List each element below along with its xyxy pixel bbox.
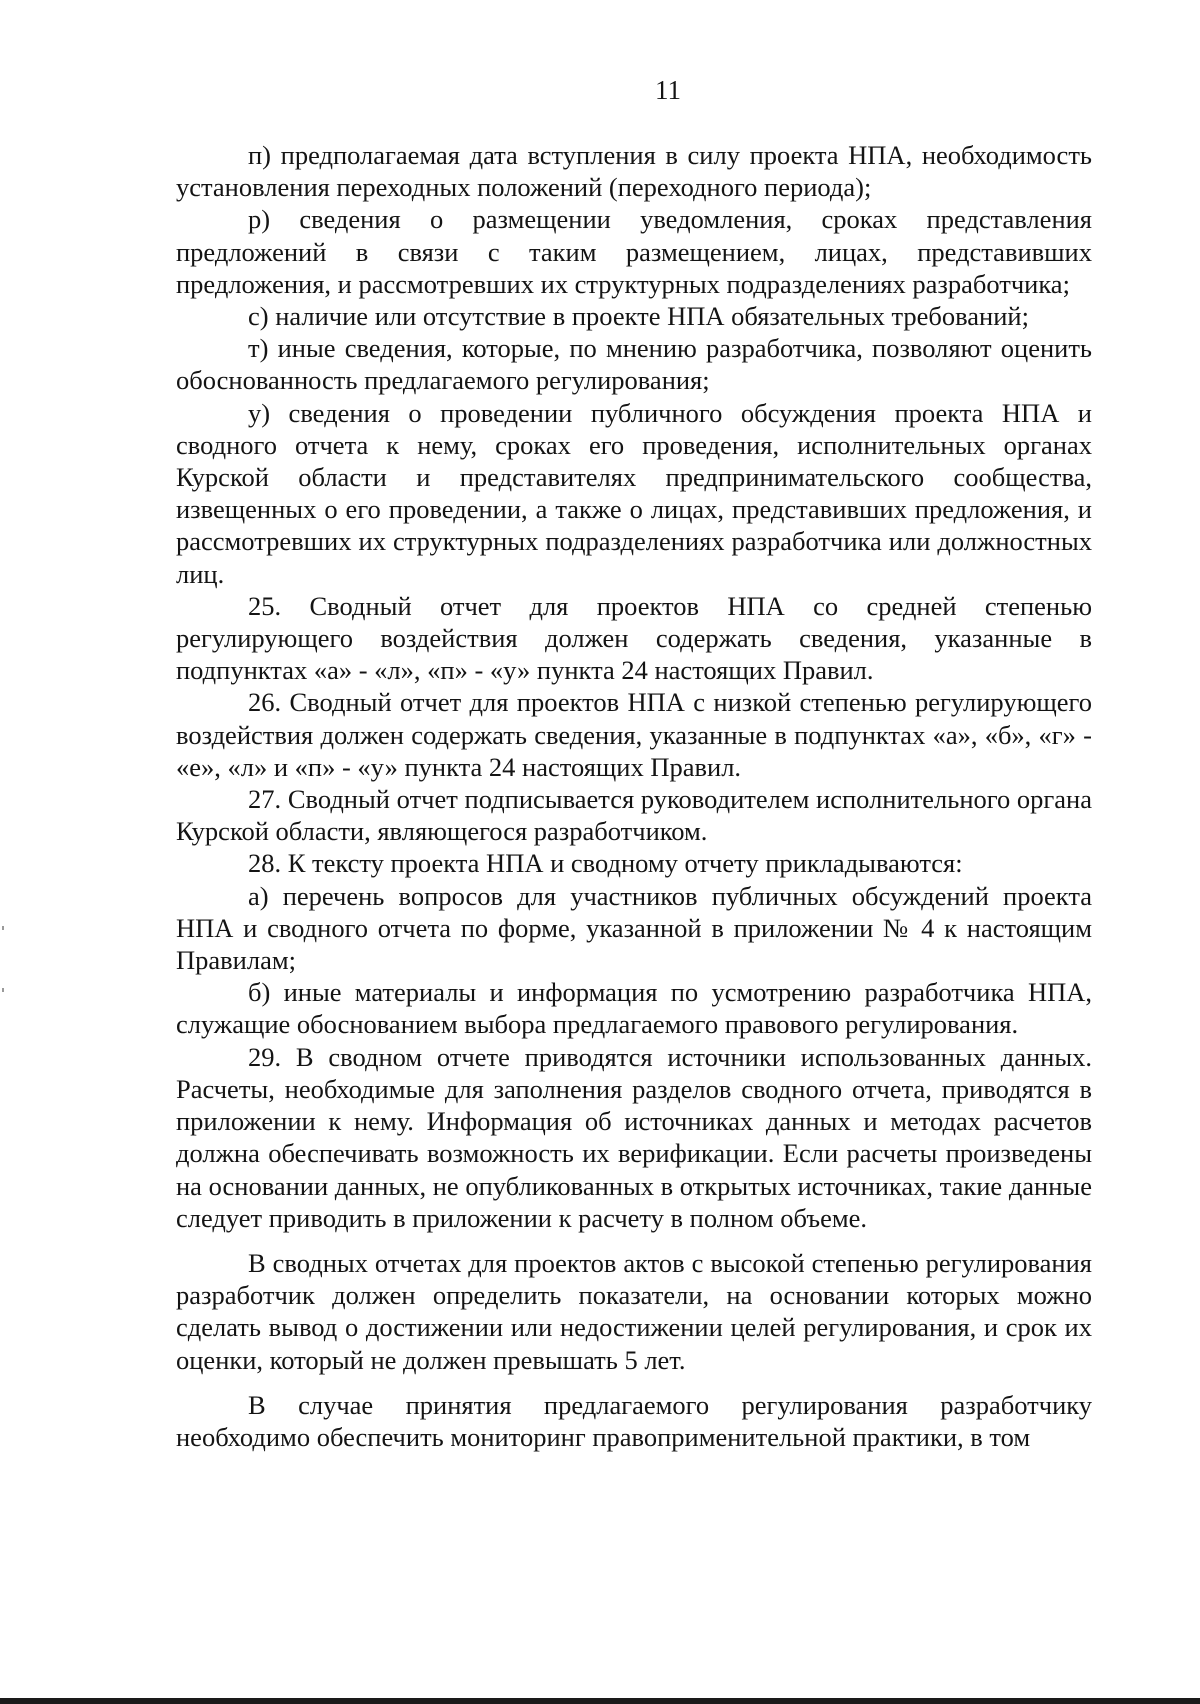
document-body xyxy=(176,139,1092,1453)
scan-bottom-edge xyxy=(0,1698,1200,1704)
paragraph-monitoring: В случае принятия предлагаемого регулирования разработчику необходимо обеспечить мониторинг правоприменительной практики, в том xyxy=(176,1389,1092,1452)
paragraph-p: п) предполагаемая дата вступления в силу проекта НПА, необходимость установления переходных положений (переходного периода); xyxy=(176,140,1092,203)
scan-edge-mark xyxy=(2,988,4,992)
paragraph-25: 25. Сводный отчет для проектов НПА со средней степенью регулирующего воздействия должен содержать сведения, указанные в подпунктах «а» - «л», «п» - «у» пункта 24 настоящих Правил. xyxy=(176,590,1092,686)
paragraph-t: т) иные сведения, которые, по мнению разработчика, позволяют оценить обоснованность предлагаемого регулирования; xyxy=(176,333,1092,396)
paragraph-29: 29. В сводном отчете приводятся источники использованных данных. Расчеты, необходимые для заполнения разделов сводного отчета, приводятся в приложении к нему. Информация об источниках данных и методах расчетов должна обеспечивать возможность их верификации. Если расчеты произведены на основании данных, не опубликованных в открытых источниках, такие данные следует приводить в приложении к расчету в полном объеме. xyxy=(176,1041,1092,1233)
scan-edge-mark xyxy=(2,926,4,930)
paragraph-r: р) сведения о размещении уведомления, сроках представления предложений в связи с таким размещением, лицах, представивших предложения, и рассмотревших их структурных подразделениях разработчика; xyxy=(176,204,1092,299)
paragraph-26: 26. Сводный отчет для проектов НПА с низкой степенью регулирующего воздействия должен содержать сведения, указанные в подпунктах «а», «б», «г» - «е», «л» и «п» - «у» пункта 24 настоящих Правил. xyxy=(176,687,1092,782)
paragraph-s: с) наличие или отсутствие в проекте НПА обязательных требований; xyxy=(248,301,1029,332)
paragraph-u: у) сведения о проведении публичного обсуждения проекта НПА и сводного отчета к нему, сроках его проведения, исполнительных органах Курской области и представителях предпринимательского сообщества, извещенных о его проведении, а также о лицах, представивших предложения, и рассмотревших их структурных подразделениях разработчика или должностных лиц. xyxy=(176,397,1092,589)
paragraph-28-a: а) перечень вопросов для участников публичных обсуждений проекта НПА и сводного отчета по форме, указанной в приложении № 4 к настоящим Правилам; xyxy=(176,880,1092,976)
paragraph-28-b: б) иные материалы и информация по усмотрению разработчика НПА, служащие обоснованием выбора предлагаемого правового регулирования. xyxy=(176,977,1092,1040)
paragraph-28: 28. К тексту проекта НПА и сводному отчету прикладываются: xyxy=(248,848,963,879)
paragraph-27: 27. Сводный отчет подписывается руководителем исполнительного органа Курской области, являющегося разработчиком. xyxy=(176,784,1092,847)
paragraph-indicators: В сводных отчетах для проектов актов с высокой степенью регулирования разработчик должен определить показатели, на основании которых можно сделать вывод о достижении или недостижении целей регулирования, и срок их оценки, который не должен превышать 5 лет. xyxy=(176,1247,1092,1375)
page-number: 11 xyxy=(655,75,681,105)
